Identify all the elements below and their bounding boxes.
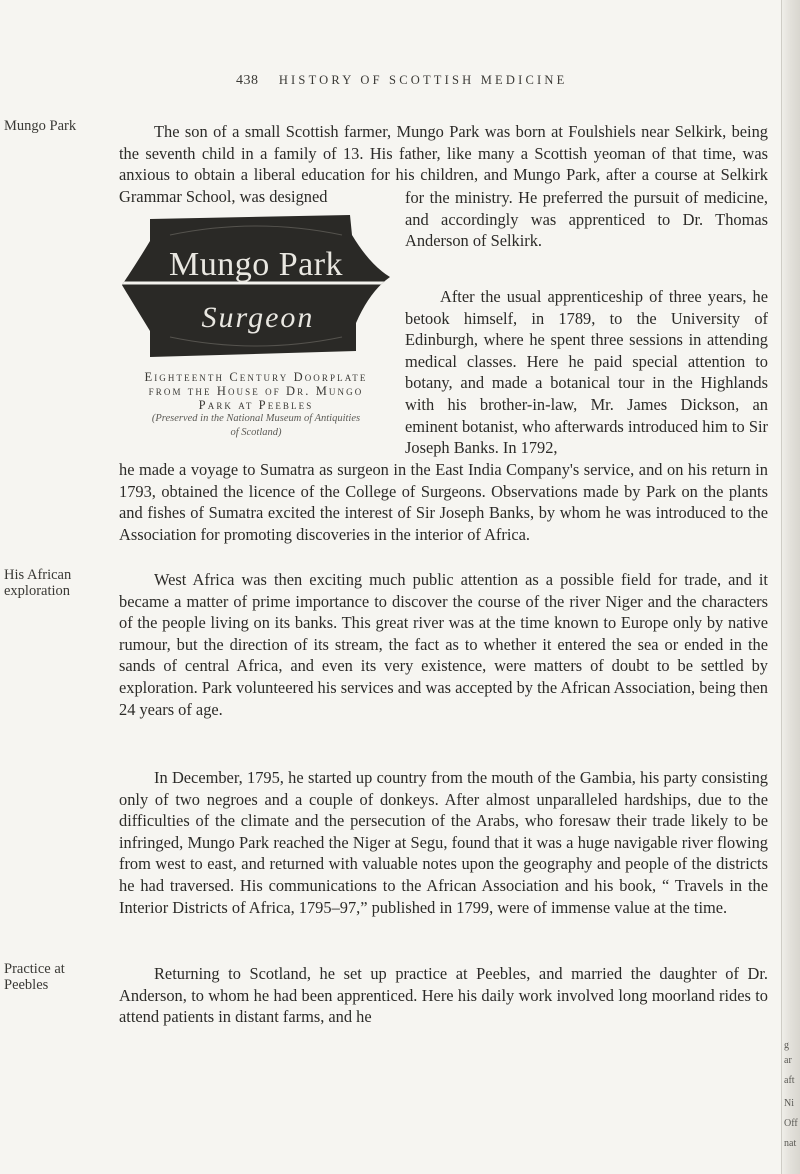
edge-fragment: nat [784,1138,797,1149]
margin-note-mungo-park: Mungo Park [4,118,77,134]
edge-fragment: Off [784,1118,798,1129]
caption-line: from the House of Dr. Mungo [148,384,364,398]
caption-line: Eighteenth Century Doorplate [144,370,368,384]
facing-page-edge [781,0,800,1174]
margin-note-african-exploration: His African exploration [4,567,72,599]
margin-note-practice: Practice at Peebles [4,961,65,993]
edge-fragment: g [784,1040,789,1051]
paragraph-5 [119,963,768,1028]
running-title: HISTORY OF SCOTTISH MEDICINE [278,73,568,87]
doorplate-figure [120,205,392,365]
paragraph-2 [405,286,768,459]
doorplate-image [120,205,392,365]
figure-caption [117,370,395,440]
caption-line: Park at Peebles [198,398,314,412]
edge-fragment: aft [784,1075,795,1086]
caption-credit: (Preserved in the National Museum of Antiquities [151,413,361,424]
doorplate-plate [122,215,390,357]
paragraph-4 [119,767,768,918]
paragraph-3-text: West Africa was then exciting much public attention as a possible field for trade, and it became a matter of prime importance to discover the course of the river Niger and the characters of the people living on its banks. This great river was at the time known to Europe only by native rumour, but the direction of its stream, the fact as to whether it entered the sea or ended in the sands of central Africa, and even its very existence, were matters of doubt to be settled by exploration. Park volunteered his services and was accepted by the African Association, being then 24 years of age. [119,570,768,719]
running-header [236,73,716,89]
edge-fragment: ar [784,1055,792,1066]
paragraph-5-text: Returning to Scotland, he set up practice at Peebles, and married the daughter of Dr. Anderson, to whom he had been apprenticed. Here his daily work involved long moorland rides to attend patients in distant farms, and he [119,964,768,1027]
paragraph-1-text: The son of a small Scottish farmer, Mungo Park was born at Foulshiels near Selkirk, being the seventh child in a family of 13. His father, like many a Scottish yeoman of that time, was anxious to obtain a liberal education for his children, and Mungo Park, after a course at Selkirk Grammar School, was designed [119,122,768,206]
paragraph-1-continued [405,187,768,252]
page-number: 438 [236,73,259,88]
paragraph-2-text: After the usual apprenticeship of three years, he betook himself, in 1789, to the University of Edinburgh, where he spent three sessions in attending medical classes. Here he paid special attention to botany, and made a botanical tour in the Highlands with his brother-in-law, Mr. James Dickson, an eminent botanist, who afterwards introduced him to Sir Joseph Banks. In 1792, [405,287,768,458]
plate-name-text: Mungo Park [168,246,344,283]
paragraph-2-continued-text: he made a voyage to Sumatra as surgeon in the East India Company's service, and on his return in 1793, obtained the licence of the College of Surgeons. Observations made by Park on the plants and fishes of Sumatra excited the interest of Sir Joseph Banks, by whom he was introduced to the Association for promoting discoveries in the interior of Africa. [119,460,768,544]
edge-fragment: Ni [784,1098,794,1109]
paragraph-2-continued [119,459,768,545]
paragraph-4-text: In December, 1795, he started up country from the mouth of the Gambia, his party consisting only of two negroes and a couple of donkeys. After almost unparalleled hardships, due to the difficulties of the climate and the persecution of the Arabs, who foresaw their trade likely to be infringed, Mungo Park reached the Niger at Segu, found that it was a huge navigable river flowing from west to east, and returned with valuable notes upon the geography and people of the districts he had traversed. His communications to the African Association and his book, “ Travels in the Interior Districts of Africa, 1795–97,” published in 1799, were of immense value at the time. [119,768,768,917]
paragraph-3 [119,569,768,720]
caption-credit: of Scotland) [230,427,282,438]
paragraph-1-continued-text: for the ministry. He preferred the pursuit of medicine, and accordingly was apprenticed to Dr. Thomas Anderson of Selkirk. [405,188,768,251]
plate-title-text: Surgeon [201,301,315,334]
